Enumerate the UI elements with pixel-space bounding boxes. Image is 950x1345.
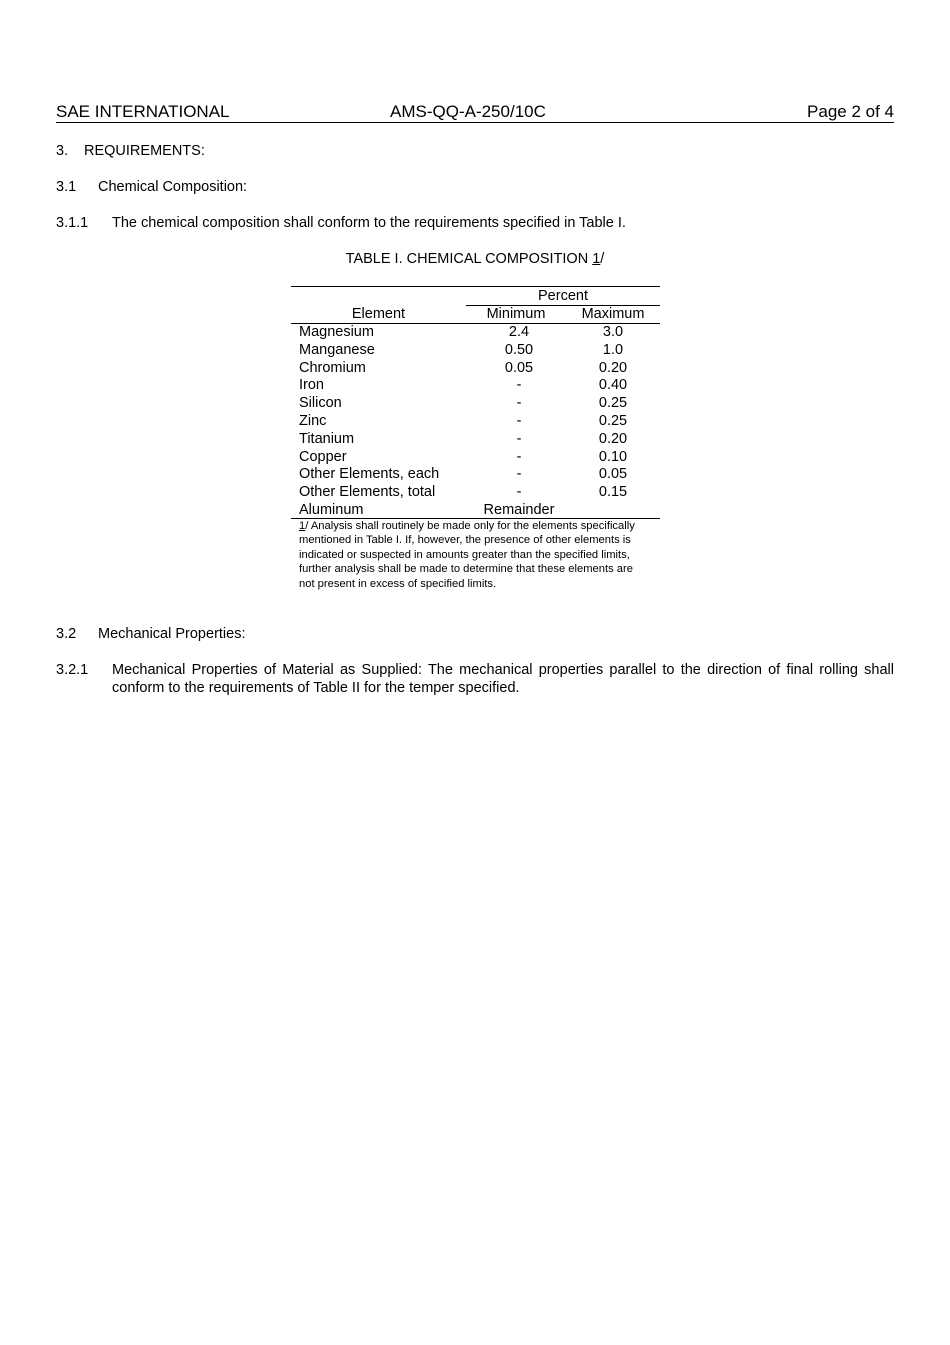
table-cell-minimum: - (516, 395, 522, 412)
table-cell-element: Manganese (299, 341, 375, 358)
table-cell-maximum: 0.05 (598, 466, 628, 483)
section-3-number: 3. (56, 143, 69, 159)
section-3-1-number: 3.1 (56, 179, 77, 195)
table-cell-element: Chromium (299, 359, 366, 376)
table-cell-element: Titanium (299, 430, 355, 447)
table-cell-minimum: 0.50 (504, 341, 534, 358)
table-col-header-element: Element (351, 306, 406, 322)
table-cell-minimum: - (516, 377, 522, 394)
table-cell-element: Other Elements, total (299, 484, 436, 501)
header-organization: SAE INTERNATIONAL (56, 102, 230, 121)
table-title-text: TABLE I. CHEMICAL COMPOSITION (345, 251, 593, 267)
table-col-header-minimum: Minimum (486, 306, 546, 322)
table-top-rule (291, 286, 660, 287)
section-3-1-1-text: The chemical composition shall conform to the requirements specified in Table I. (112, 215, 626, 231)
section-3-2-number: 3.2 (56, 626, 77, 642)
table-footnote (299, 519, 651, 591)
section-3-2-heading: Mechanical Properties: (98, 626, 246, 642)
footnote-text: / Analysis shall routinely be made only for the elements specifically mentioned in Table I. If, however, the presence of other elements is indicated or suspected in amounts greater than the specified limits, further analysis shall be made to determine that these elements are not present in excess of specified limits. (299, 520, 635, 590)
table-cell-maximum: 0.20 (598, 430, 628, 447)
table-cell-element: Copper (299, 448, 347, 465)
table-title-footnote-ref: 1 (592, 251, 601, 267)
table-cell-maximum: 0.15 (598, 484, 628, 501)
section-3-heading: REQUIREMENTS: (84, 143, 205, 159)
table-group-header-percent: Percent (538, 288, 588, 304)
table-cell-minimum: 0.05 (504, 359, 534, 376)
footnote-ref: 1 (299, 520, 306, 532)
section-3-1-heading: Chemical Composition: (98, 179, 248, 195)
table-cell-minimum: - (516, 413, 522, 429)
header-document-id: AMS-QQ-A-250/10C (390, 102, 546, 121)
table-title-footnote-suffix: / (600, 251, 605, 267)
table-cell-element: Magnesium (299, 324, 374, 340)
table-cell-minimum: - (516, 430, 522, 447)
section-3-2-1-text: Mechanical Properties of Material as Supplied: The mechanical properties parallel to the direction of final rolling shall conform to the requirements of Table II for the temper specified. (112, 662, 894, 696)
table-cell-element: Other Elements, each (299, 466, 440, 483)
table-cell-minimum: - (516, 466, 522, 483)
table-cell-element: Aluminum (299, 502, 364, 518)
table-cell-maximum: 0.25 (598, 413, 628, 429)
table-cell-minimum: 2.4 (508, 324, 530, 340)
table-cell-maximum: 3.0 (602, 324, 624, 340)
table-cell-element: Zinc (299, 413, 327, 429)
table-cell-maximum: 0.40 (598, 377, 628, 394)
table-cell-element: Silicon (299, 395, 342, 412)
table-cell-maximum: 0.25 (598, 395, 628, 412)
table-cell-minimum: - (516, 448, 522, 465)
table-cell-minimum: - (516, 484, 522, 501)
table-cell-maximum: 0.10 (598, 448, 628, 465)
header-page-number: Page 2 of 4 (807, 102, 894, 121)
table-col-header-maximum: Maximum (581, 306, 645, 322)
section-3-1-1-number: 3.1.1 (56, 215, 89, 231)
section-3-2-1-number: 3.2.1 (56, 662, 89, 678)
page-header (56, 101, 894, 123)
table-cell-maximum: 0.20 (598, 359, 628, 376)
table-cell-element: Iron (299, 377, 324, 394)
table-cell-maximum: 1.0 (602, 341, 624, 358)
table-title (0, 250, 950, 268)
table-cell-minimum: Remainder (483, 502, 555, 518)
